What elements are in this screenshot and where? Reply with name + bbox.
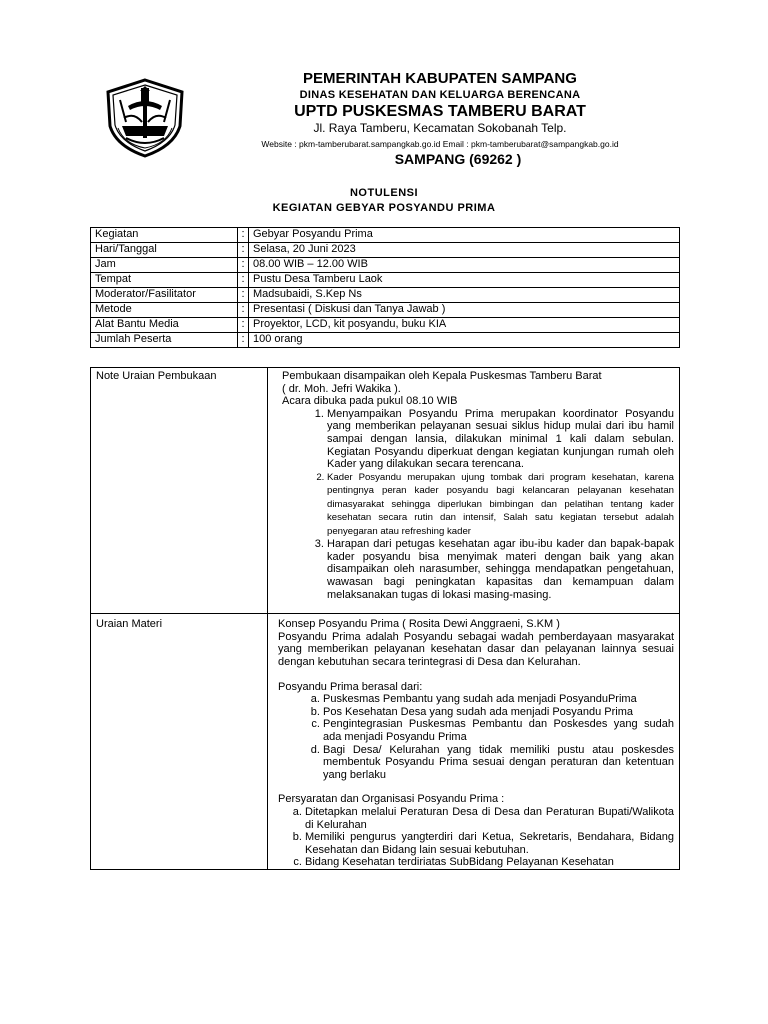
info-row [91,288,680,303]
info-colon: : [238,228,249,243]
materi-row [91,614,680,870]
opening-intro-2: ( dr. Moh. Jefri Wakika ). [282,382,401,395]
opening-content [268,368,680,614]
origin-item: c. Pengintegrasian Puskesmas Pembantu dan Poskesdes yang sudah ada menjadi Posyandu Prima [323,718,674,743]
website-email: Website : pkm-tamberubarat.sampangkab.go.id Email : pkm-tamberubarat@sampangkab.go.id [261,139,619,149]
requirement-item: b. Memiliki pengurus yangterdiri dari Ketua, Sekretaris, Bendahara, Bidang Kesehatan dan Bidang lain sesuai kebutuhan. [305,831,674,856]
info-label: Jam [91,258,238,273]
puskesmas-name: UPTD PUSKESMAS TAMBERU BARAT [294,103,586,120]
document-subtitle: KEGIATAN GEBYAR POSYANDU PRIMA [272,202,496,214]
info-row [91,228,680,243]
info-row [91,333,680,348]
sampang-emblem-logo [104,78,186,158]
info-row [91,303,680,318]
info-value: Selasa, 20 Juni 2023 [249,243,680,258]
info-colon: : [238,303,249,318]
info-label: Metode [91,303,238,318]
document-title-block [0,186,768,216]
document-title: NOTULENSI [349,187,419,199]
activity-info-table [90,227,680,348]
department-name: DINAS KESEHATAN DAN KELUARGA BERENCANA [299,89,581,101]
info-colon: : [238,333,249,348]
info-label: Tempat [91,273,238,288]
info-label: Kegiatan [91,228,238,243]
origin-item: a. Puskesmas Pembantu yang sudah ada menjadi PosyanduPrima [323,693,674,706]
address: Jl. Raya Tamberu, Kecamatan Sokobanah Telp. [313,121,567,135]
info-row [91,318,680,333]
origin-item: b. Pos Kesehatan Desa yang sudah ada menjadi Posyandu Prima [323,706,674,719]
requirements-title: Persyaratan dan Organisasi Posyandu Prima : [278,793,505,806]
info-label: Jumlah Peserta [91,333,238,348]
materi-label: Uraian Materi [91,614,268,870]
opening-label: Note Uraian Pembukaan [91,368,268,614]
info-colon: : [238,288,249,303]
origin-list [278,693,674,781]
info-value: 08.00 WIB – 12.00 WIB [249,258,680,273]
info-value: Proyektor, LCD, kit posyandu, buku KIA [249,318,680,333]
opening-list [282,408,674,601]
origin-title: Posyandu Prima berasal dari: [278,680,423,693]
materi-heading: Konsep Posyandu Prima ( Rosita Dewi Anggraeni, S.KM ) [278,618,560,631]
city-postcode: SAMPANG (69262 ) [394,151,522,167]
opening-item: 1. Menyampaikan Posyandu Prima merupakan koordinator Posyandu yang memberikan pelayanan sesuai siklus hidup mulai dari ibu hamil sampai dengan lansia, dilakukan minimal 1 kali dalam sebulan. Kegiatan Posyandu diperkuat dengan kegiatan kunjungan rumah oleh Kader yang dilakukan secara terencana. [327,408,674,471]
info-colon: : [238,273,249,288]
info-row [91,258,680,273]
info-value: Madsubaidi, S.Kep Ns [249,288,680,303]
requirements-list [278,806,674,869]
opening-item: 3. Harapan dari petugas kesehatan agar ibu-ibu kader dan bapak-bapak kader posyandu bisa menyimak materi dengan baik yang akan disampaikan oleh narasumber, sehingga mendapatkan pengetahuan, wawasan bagi peningkatan kapasitas dan kemampuan dalam melaksanakan tugas di lokasi masing-masing. [327,538,674,601]
info-value: Gebyar Posyandu Prima [249,228,680,243]
info-colon: : [238,258,249,273]
info-colon: : [238,243,249,258]
info-label: Hari/Tanggal [91,243,238,258]
requirement-item: a. Ditetapkan melalui Peraturan Desa di Desa dan Peraturan Bupati/Walikota di Kelurahan [305,806,674,831]
letterhead [190,70,690,168]
origin-item: d. Bagi Desa/ Kelurahan yang tidak memiliki pustu atau poskesdes membentuk Posyandu Prima sesuai dengan peraturan dan ketentuan yang berlaku [323,744,674,782]
opening-row [91,368,680,614]
opening-intro-1: Pembukaan disampaikan oleh Kepala Puskesmas Tamberu Barat [282,370,602,382]
info-row [91,273,680,288]
info-label: Alat Bantu Media [91,318,238,333]
info-value: Pustu Desa Tamberu Laok [249,273,680,288]
government-name: PEMERINTAH KABUPATEN SAMPANG [303,70,577,87]
opening-item: 2. Kader Posyandu merupakan ujung tombak dari program kesehatan, karena pentingnya peran kader posyandu bagi kelancaran pelayanan kesehatan dimasyarakat sehingga diperlukan bimbingan dan pelatihan tentang kader kesehatan secara rutin dan intensif, Salah satu kegiatan tersebut adalah penyegaran atau refreshing kader [327,471,674,539]
materi-paragraph: Posyandu Prima adalah Posyandu sebagai wadah pemberdayaan masyarakat yang memberikan pelayanan kesehatan dasar dan pelayanan lainnya sesuai dengan kebutuhan secara terintegrasi di Desa dan Kelurahan. [278,630,674,668]
notes-table [90,367,680,870]
materi-content [268,614,680,870]
requirement-item: c. Bidang Kesehatan terdiriatas SubBidang Pelayanan Kesehatan [305,856,674,869]
info-label: Moderator/Fasilitator [91,288,238,303]
info-value: 100 orang [249,333,680,348]
info-value: Presentasi ( Diskusi dan Tanya Jawab ) [249,303,680,318]
opening-intro-3: Acara dibuka pada pukul 08.10 WIB [282,395,458,408]
info-row [91,243,680,258]
info-colon: : [238,318,249,333]
